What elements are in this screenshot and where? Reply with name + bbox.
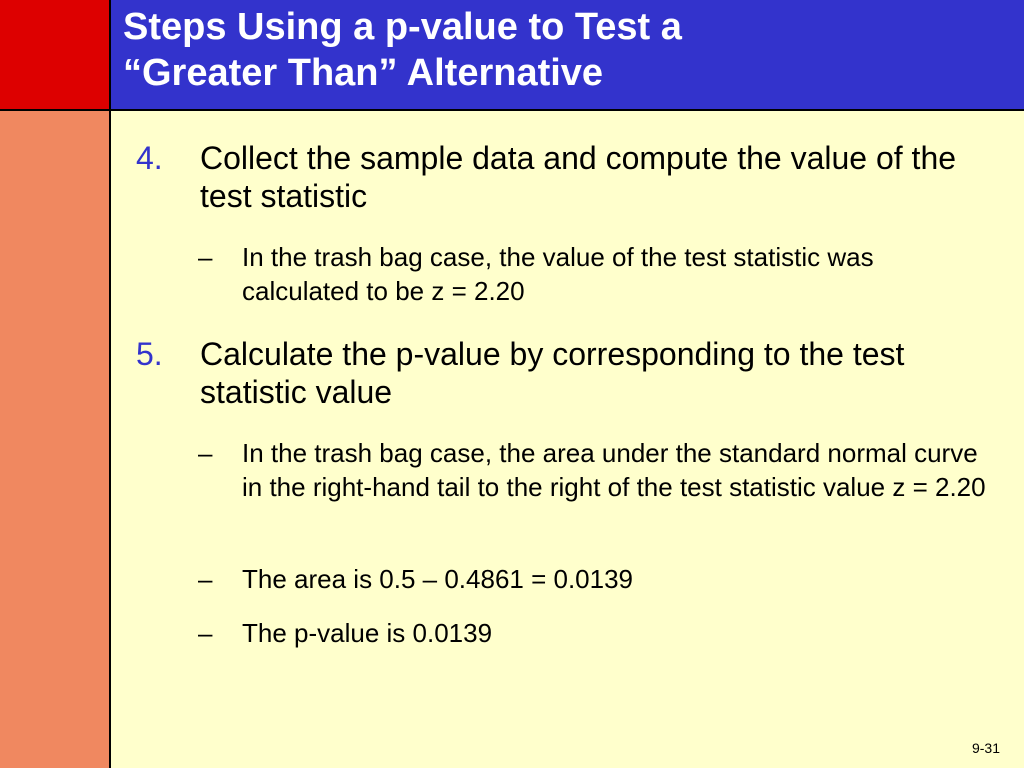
slide-title: Steps Using a p-value to Test a “Greater Than” Alternative (123, 6, 682, 94)
corner-accent-block (0, 0, 111, 111)
sub-bullet-text: The area is 0.5 – 0.4861 = 0.0139 (242, 564, 634, 594)
item-number: 4. (136, 140, 163, 176)
slide-number: 9-31 (971, 740, 1000, 756)
dash-marker: – (198, 242, 213, 272)
item-text: Calculate the p-value by corresponding to the test statistic value (200, 336, 905, 410)
side-accent-bar (0, 111, 111, 768)
title-bar (111, 0, 1024, 111)
dash-marker: – (198, 438, 213, 468)
sub-bullet-text: In the trash bag case, the value of the test statistic was calculated to be z = 2.20 (242, 242, 874, 306)
sub-bullet-text: The p-value is 0.0139 (242, 618, 493, 648)
item-text: Collect the sample data and compute the value of the test statistic (200, 140, 957, 214)
slide-content (111, 111, 1024, 768)
sub-bullet-text: In the trash bag case, the area under the standard normal curve in the right-hand tail to the right of the test statistic value z = 2.20 (242, 438, 986, 502)
dash-marker: – (198, 564, 213, 594)
item-number: 5. (136, 336, 163, 372)
dash-marker: – (198, 618, 213, 648)
